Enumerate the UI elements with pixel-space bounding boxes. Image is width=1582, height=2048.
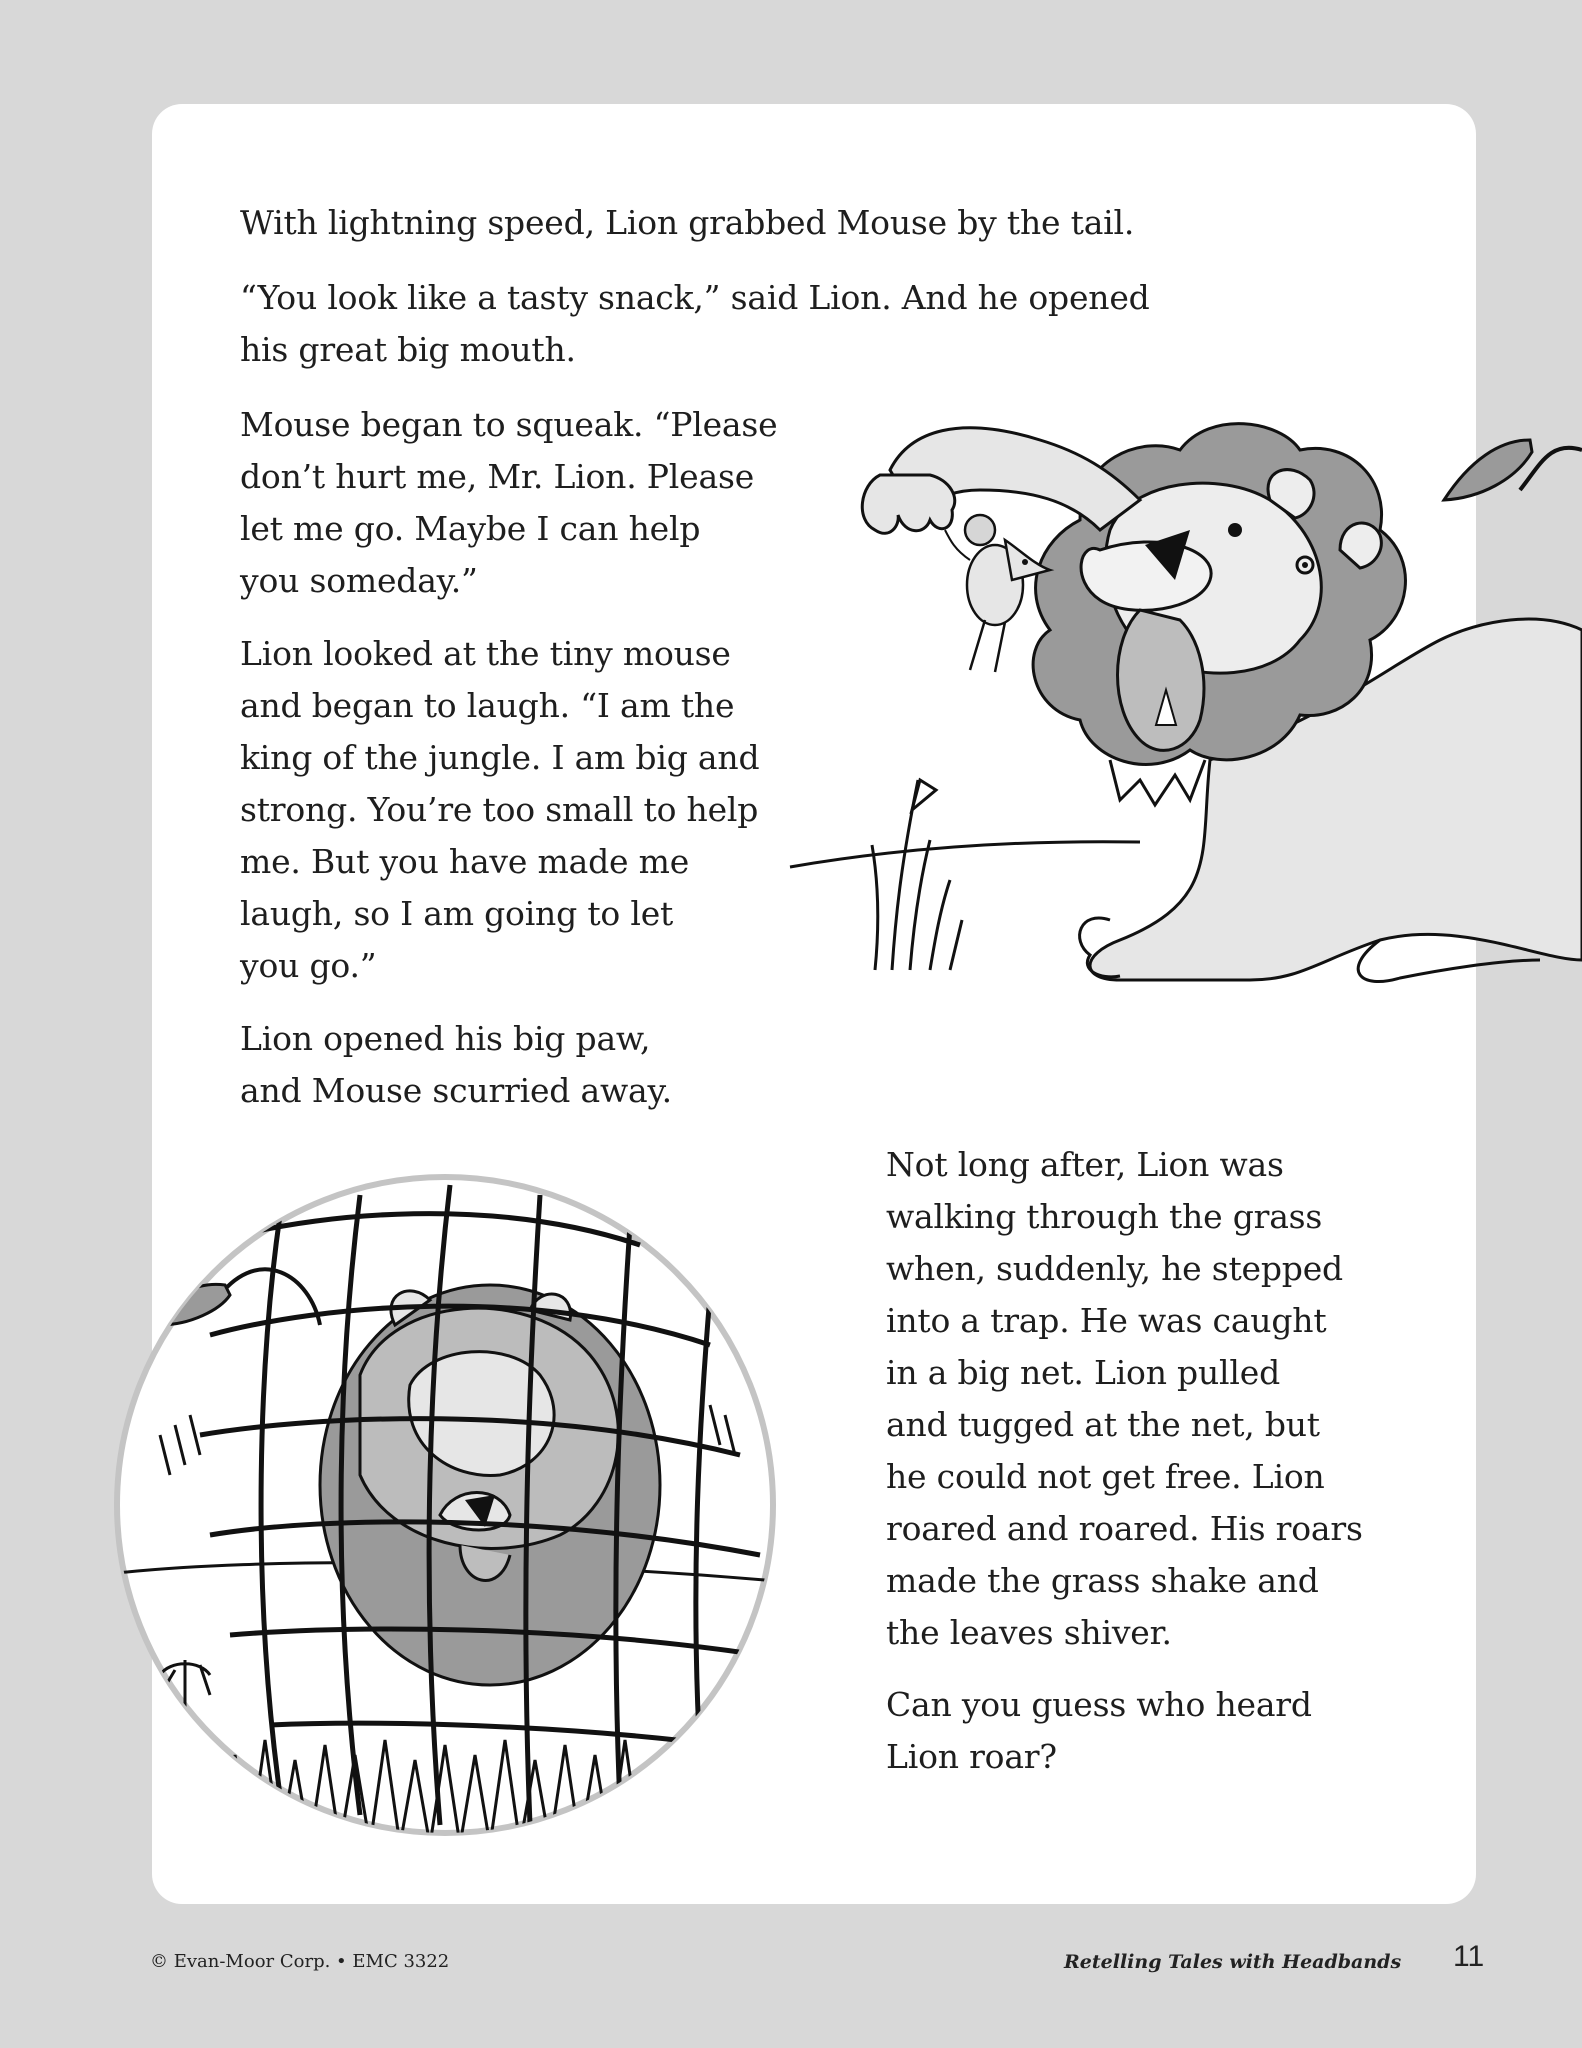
story-paragraph-7: Can you guess who heard Lion roar? [886,1685,1312,1776]
story-paragraph-4: Lion looked at the tiny mouse and began to laugh. “I am the king of the jungle. I am big and strong. You’re too small to help me. But you have made me laugh, so I am going to let you go.” [240,634,760,985]
footer-book-title: Retelling Tales with Headbands [1064,1951,1402,1973]
page-number: 11 [1453,1940,1485,1973]
story-paragraph-1: With lightning speed, Lion grabbed Mouse by the tail. [240,203,1135,242]
story-paragraph-6: Not long after, Lion was walking through the grass when, suddenly, he stepped into a trap. He was caught in a big net. Lion pulled and tugged at the net, but he could not get free. Lion roared and roared. His roars made the grass shake and the leaves shiver. [886,1145,1363,1652]
story-paragraph-3: Mouse began to squeak. “Please don’t hurt me, Mr. Lion. Please let me go. Maybe I can help you someday.” [240,405,778,600]
lion-in-net-illustration [60,1155,850,1850]
lion-holding-mouse-illustration [780,380,1582,1000]
story-paragraph-2: “You look like a tasty snack,” said Lion. And he opened his great big mouth. [240,278,1150,369]
story-paragraph-5: Lion opened his big paw, and Mouse scurried away. [240,1019,672,1110]
footer-copyright: © Evan-Moor Corp. • EMC 3322 [150,1951,450,1972]
